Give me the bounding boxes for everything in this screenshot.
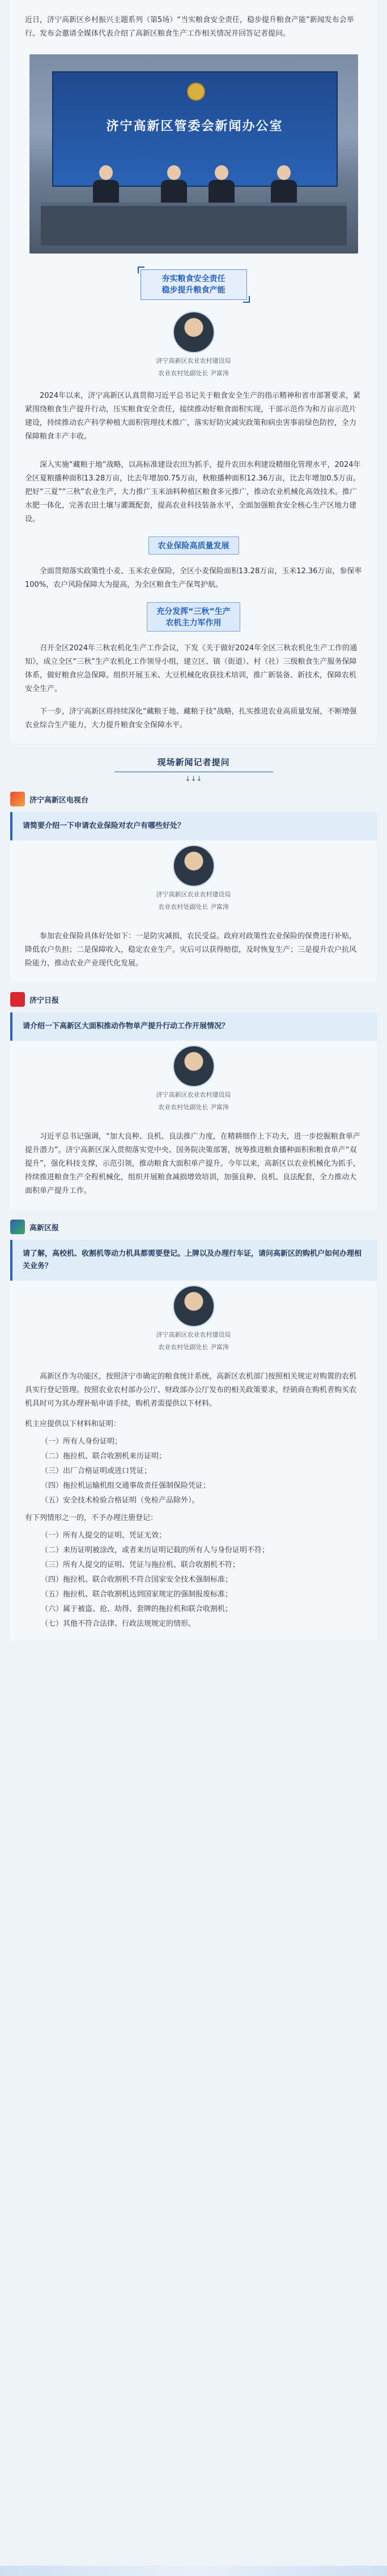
interview-title: 现场新闻记者提问 — [157, 757, 230, 767]
answer-paragraph: 高新区作为功能区，按照济宁市确定的粮食统计系统，高新区农机部门按照相关规定对购置的农机具实行登记管理。按照农业农村部办公厅、财政部办公厅发布的相关政策要求，经销商在购机者购买农机具时可为其办理补贴申请手续，购机者需提供以下材料。 — [25, 1372, 357, 1408]
media-row — [10, 792, 377, 806]
list-intro: 机主应提供以下材料和证明： — [25, 1420, 121, 1428]
district-news-logo-icon — [10, 1220, 25, 1234]
media-name: 高新区报 — [29, 1223, 59, 1233]
media-row — [10, 992, 377, 1007]
avatar — [173, 1285, 215, 1327]
section-header — [10, 598, 377, 638]
divider — [114, 771, 273, 772]
speaker-line: 农业农村处副处长 尹富涛 — [158, 1104, 229, 1111]
press-conference-photo — [29, 54, 358, 254]
speaker-card — [10, 1281, 377, 1360]
media-name: 济宁高新区电视台 — [29, 796, 89, 805]
section-header — [10, 532, 377, 561]
speaker-card — [10, 307, 377, 386]
question-box: 请了解，高校机、收割机等动力机具都需要登记。上牌以及办理行车证，请问高新区的购机户如何办理相关业务？ — [10, 1240, 377, 1281]
screen-text: 济宁高新区管委会新闻办公室 — [106, 119, 283, 134]
interview-header — [0, 756, 387, 783]
down-arrows-icon: ↓↓↓ — [185, 775, 202, 783]
speaker-figure — [93, 165, 119, 206]
question-box: 请简要介绍一下申请农业保险对农户有哪些好处？ — [10, 812, 377, 840]
sub-tag-autumn — [147, 602, 240, 632]
intro-paragraph: 近日，济宁高新区乡村振兴主题系列（第5场）“当实粮食安全责任，稳步提升粮食产能”新闻发布会举行。发布会邀请全媒体代表介绍了高新区粮食生产工作相关情况并回答记者提问。 — [10, 0, 377, 49]
list-item: （三）所有人提交的证明、凭证与拖拉机、联合收割机不符； — [41, 1561, 240, 1569]
section-tag-line: 稳步提升粮食产能 — [161, 286, 226, 295]
avatar — [173, 1045, 215, 1087]
list-intro: 有下列情形之一的，不予办理注册登记： — [25, 1514, 158, 1522]
footer-bar — [0, 2566, 387, 2576]
speaker-figure — [271, 165, 297, 206]
speaker-figure — [161, 165, 187, 206]
newspaper-logo-icon — [10, 992, 25, 1007]
sub-tag-line: 充分发挥“三秋”生产 — [156, 607, 231, 616]
speaker-figure — [209, 165, 235, 206]
sub-tag-line: 农机主力军作用 — [165, 619, 222, 628]
answer-paragraph: 参加农业保险具体好处如下：一是防灾减损，农民受益。政府对政策性农业保险的保费进行补贴，降低农户负担；二是保障收入，稳定农业生产。灾后可以获得赔偿，及时恢复生产；三是提升农户抗风险能力，推动农业产业现代化发展。 — [25, 932, 357, 968]
speaker-line: 农业农村处副处长 尹富涛 — [158, 1343, 229, 1351]
speaker-line: 济宁高新区农业农村建设局 — [156, 1091, 231, 1098]
answer-card — [10, 920, 377, 983]
list-item: （一）所有人提交的证明、凭证无效； — [41, 1531, 167, 1540]
list-item: （二）来历证明被涂改，或者来历证明记载的所有人与身份证明不符； — [41, 1546, 270, 1555]
media-row — [10, 1220, 377, 1234]
speaker-card — [10, 1041, 377, 1120]
speaker-line: 济宁高新区农业农村建设局 — [156, 1331, 231, 1338]
media-name: 济宁日报 — [29, 996, 59, 1005]
answer-card — [10, 1120, 377, 1210]
body-paragraph: 全面贯彻落实政策性小麦、玉米农业保险，全区小麦保险面积13.28万亩，玉米12.36万亩，参保率100%，农户风险保障大为提高，为全区粮食生产保驾护航。 — [10, 561, 377, 598]
body-paragraph: 下一步，济宁高新区将持续深化“藏粮于地、藏粮于技”战略，扎实推进农业高质量发展，不断增强农业综合生产能力，大力提升粮食安全保障水平。 — [10, 702, 377, 738]
section-tag — [141, 269, 247, 300]
answer-paragraph: 习近平总书记强调，“加大良种、良机、良法推广力度，在精耕细作上下功夫，进一步挖掘粮食单产提升潜力”。济宁高新区深入贯彻落实党中央、国务院决策部署，统筹推进粮食播种面积和粮食单产“双提升”，强化科技支撑，示范引领，推动粮食大面积单产提升。今年以来，高新区以农业机械化为抓手，持续推进粮食生产全程机械化，组织开展粮食减损增效培训，加强良种、良机、良法配套，全力推动大面积单产提升工作。 — [25, 1132, 360, 1195]
body-paragraph: 深入实施“藏粮于地”战略，以高标准建设农田为抓手，提升农田水利建设精细化管理水平，2024年全区夏粮播种面积13.28万亩，比去年增加0.75万亩，秋粮播种面积12.36万亩，比去年增加0.5万亩。把好“三夏”“三秋”农业生产，大力推广玉米油料种植区粮食多元推广，推动农业机械化高效技术。推广水肥一体化，完善农田土壤与灌溉配套，提高农业科技装备水平，全面加强粮食安全核心生产区地力建设。 — [10, 455, 377, 532]
list-item: （五）安全技术检验合格证明（免检产品除外）。 — [41, 1496, 199, 1505]
speaker-line: 济宁高新区农业农村建设局 — [156, 357, 231, 364]
tv-logo-icon — [10, 792, 25, 806]
body-paragraph: 召开全区2024年三秋农机化生产工作会议，下发《关于做好2024年全区三秋农机化生产工作的通知》，成立全区“三秋”生产农机化工作领导小组，建立区、镇（街道）、村（社）三级粮食生产服务保障体系，做好粮食应急保障。组织开展玉米、大豆机械化收获技术培训，推广新装备、新技术，保障农机安全生产。 — [10, 638, 377, 702]
body-paragraph: 2024年以来，济宁高新区认真贯彻习近平总书记关于粮食安全生产的指示精神和省市部署要求，紧紧围绕粮食生产提升行动，压实粮食安全责任，接续推动好粮食面积实现，干部示范作为和万亩示范片建设，持续推动农产科学种植大面积管理技术推广，落实好防灾减灾政策和病虫害事前绿色防控，全力保障粮食丰产丰收。 — [10, 386, 377, 449]
section-header — [10, 265, 377, 307]
speaker-line: 济宁高新区农业农村建设局 — [156, 891, 231, 898]
list-item: （二）拖拉机、联合收割机来历证明； — [41, 1452, 167, 1461]
avatar — [173, 311, 215, 353]
desk — [41, 203, 347, 246]
section-tag-line: 夯实粮食安全责任 — [161, 274, 226, 284]
speaker-card — [10, 840, 377, 920]
emblem-icon — [187, 83, 205, 101]
sub-tag-insurance: 农业保险高质量发展 — [148, 536, 239, 555]
press-photo-wrap — [10, 49, 377, 265]
speaker-line: 农业农村处副处长 尹富涛 — [158, 903, 229, 911]
speaker-line: 农业农村处副处长 尹富涛 — [158, 370, 229, 377]
list-item: （五）拖拉机、联合收割机达到国家规定的强制报废标准； — [41, 1590, 233, 1599]
list-item: （四）拖拉机、联合收割机不符合国家安全技术强制标准； — [41, 1575, 233, 1584]
requirements-list — [25, 1435, 362, 1508]
list-item: （一）所有人身份证明； — [41, 1437, 122, 1446]
list-item: （三）出厂合格证明或进口凭证； — [41, 1467, 152, 1475]
rejection-list — [25, 1529, 362, 1632]
answer-card — [10, 1360, 377, 1641]
list-item: （六）属于被盗、抢、劫得、套牌的拖拉机和联合收割机； — [41, 1605, 233, 1613]
avatar — [173, 845, 215, 887]
question-box: 请介绍一下高新区大面积推动作物单产提升行动工作开展情况？ — [10, 1012, 377, 1041]
list-item: （七）其他不符合法律、行政法规规定的情形。 — [41, 1620, 196, 1628]
list-item: （四）拖拉机运输机组交通事故责任强制保险凭证； — [41, 1482, 211, 1490]
